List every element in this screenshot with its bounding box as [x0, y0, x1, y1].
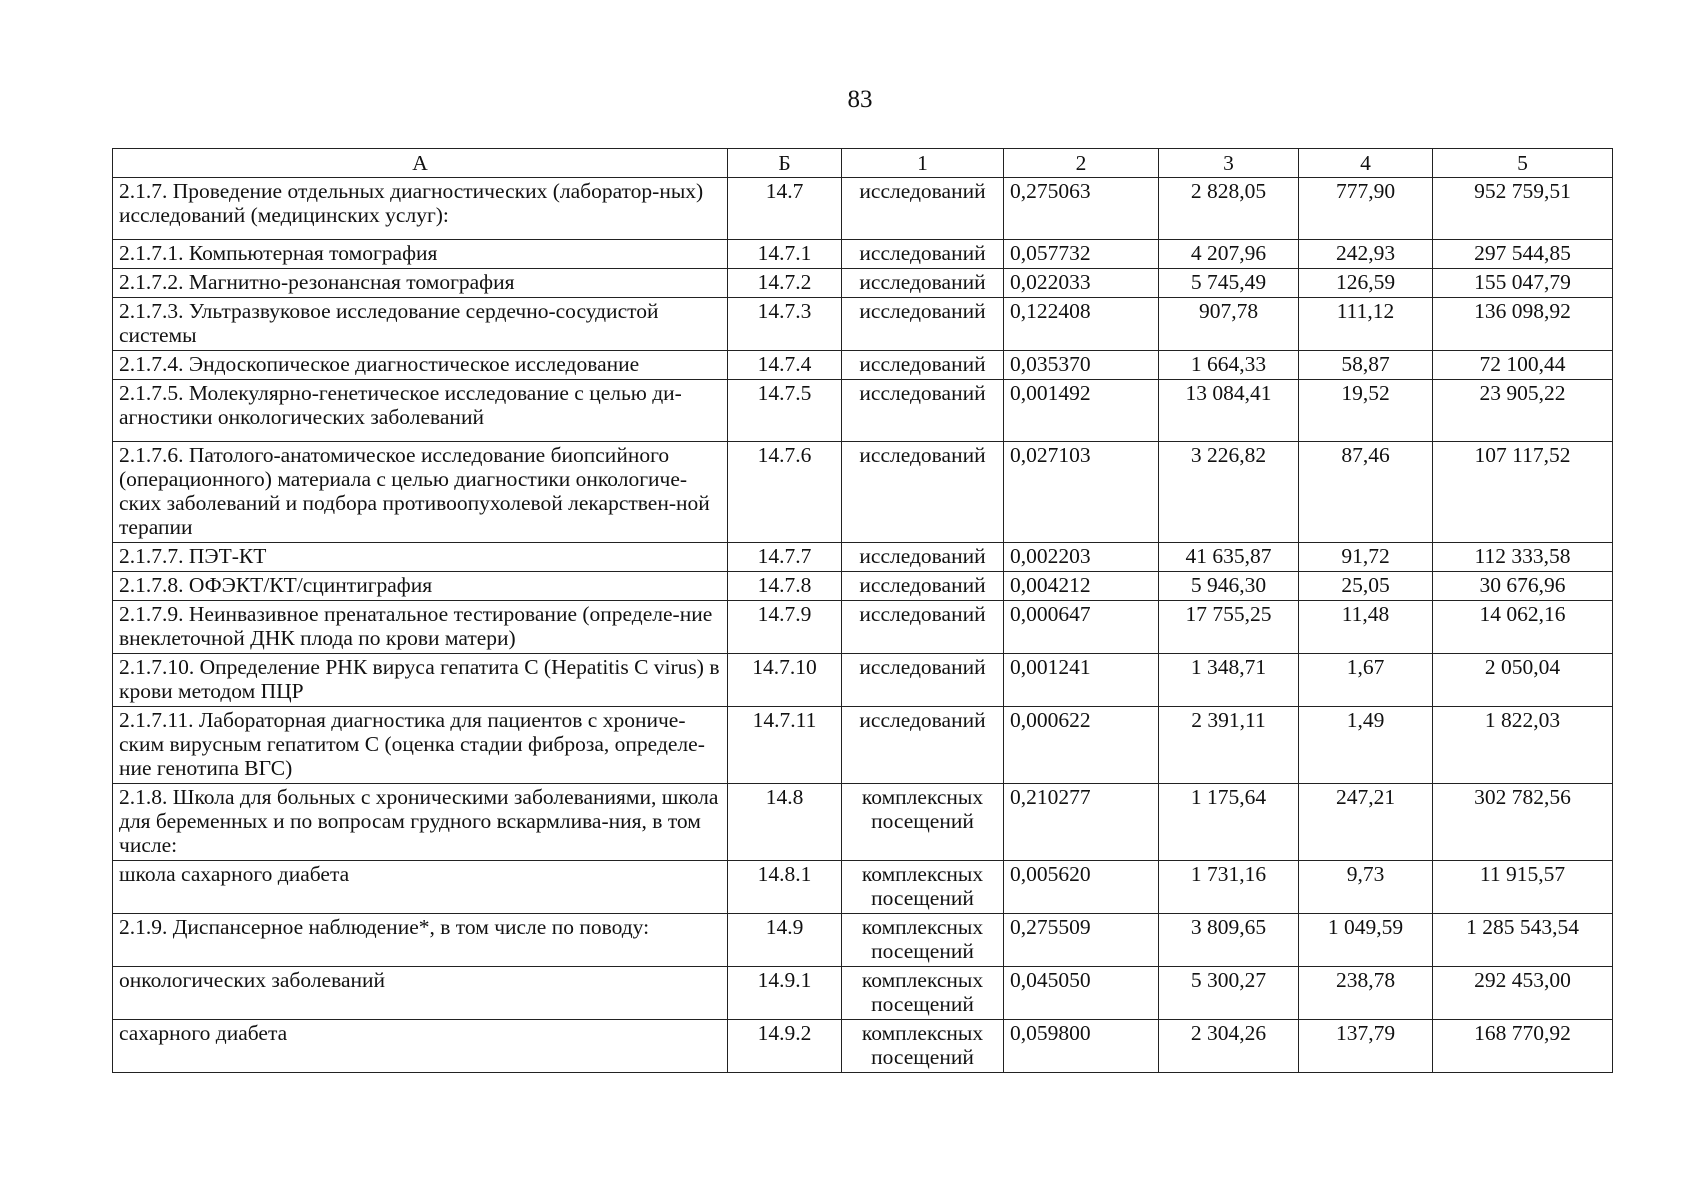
header-row — [113, 149, 1613, 178]
row-value-5: 72 100,44 — [1433, 351, 1613, 380]
row-code: 14.9.1 — [728, 967, 842, 1020]
row-value-4: 87,46 — [1299, 442, 1433, 543]
row-code: 14.7.3 — [728, 298, 842, 351]
row-value-5: 107 117,52 — [1433, 442, 1613, 543]
row-name: 2.1.8. Школа для больных с хроническими заболеваниями, школа для беременных и по вопросам грудного вскармлива-ния, в том числе: — [113, 784, 728, 861]
column-header: 4 — [1299, 149, 1433, 178]
row-value-5: 168 770,92 — [1433, 1020, 1613, 1073]
row-value-5: 23 905,22 — [1433, 380, 1613, 442]
row-unit: исследований — [842, 601, 1004, 654]
table-row — [113, 269, 1613, 298]
row-code: 14.7.1 — [728, 240, 842, 269]
row-unit: комплексных посещений — [842, 784, 1004, 861]
row-value-5: 1 822,03 — [1433, 707, 1613, 784]
row-unit: исследований — [842, 240, 1004, 269]
column-header: 3 — [1159, 149, 1299, 178]
row-value-2: 0,275509 — [1004, 914, 1159, 967]
row-value-3: 907,78 — [1159, 298, 1299, 351]
column-header: А — [113, 149, 728, 178]
row-value-3: 5 745,49 — [1159, 269, 1299, 298]
row-unit: комплексных посещений — [842, 967, 1004, 1020]
row-code: 14.8 — [728, 784, 842, 861]
row-value-2: 0,122408 — [1004, 298, 1159, 351]
row-unit: исследований — [842, 654, 1004, 707]
table-row — [113, 543, 1613, 572]
row-value-4: 19,52 — [1299, 380, 1433, 442]
row-name: онкологических заболеваний — [113, 967, 728, 1020]
row-unit: исследований — [842, 380, 1004, 442]
table-row — [113, 654, 1613, 707]
row-value-2: 0,001241 — [1004, 654, 1159, 707]
row-value-3: 1 664,33 — [1159, 351, 1299, 380]
row-name: 2.1.7.9. Неинвазивное пренатальное тестирование (определе-ние внеклеточной ДНК плода по крови матери) — [113, 601, 728, 654]
row-name: 2.1.7. Проведение отдельных диагностических (лаборатор-ных) исследований (медицинских услуг): — [113, 178, 728, 240]
row-value-5: 292 453,00 — [1433, 967, 1613, 1020]
table-row — [113, 707, 1613, 784]
row-value-3: 2 828,05 — [1159, 178, 1299, 240]
table-row — [113, 967, 1613, 1020]
row-name: 2.1.7.10. Определение РНК вируса гепатита С (Hepatitis С virus) в крови методом ПЦР — [113, 654, 728, 707]
row-name: 2.1.7.2. Магнитно-резонансная томография — [113, 269, 728, 298]
row-value-2: 0,000622 — [1004, 707, 1159, 784]
row-value-3: 4 207,96 — [1159, 240, 1299, 269]
row-name: 2.1.7.4. Эндоскопическое диагностическое исследование — [113, 351, 728, 380]
row-code: 14.7.2 — [728, 269, 842, 298]
row-code: 14.7.4 — [728, 351, 842, 380]
row-value-2: 0,001492 — [1004, 380, 1159, 442]
row-value-3: 1 731,16 — [1159, 861, 1299, 914]
row-value-5: 14 062,16 — [1433, 601, 1613, 654]
row-value-4: 11,48 — [1299, 601, 1433, 654]
row-value-3: 3 809,65 — [1159, 914, 1299, 967]
table-row — [113, 298, 1613, 351]
row-value-3: 41 635,87 — [1159, 543, 1299, 572]
table-row — [113, 380, 1613, 442]
row-value-3: 17 755,25 — [1159, 601, 1299, 654]
table-row — [113, 240, 1613, 269]
row-value-3: 1 175,64 — [1159, 784, 1299, 861]
row-unit: исследований — [842, 351, 1004, 380]
row-value-2: 0,022033 — [1004, 269, 1159, 298]
row-name: школа сахарного диабета — [113, 861, 728, 914]
table-row — [113, 351, 1613, 380]
row-unit: исследований — [842, 298, 1004, 351]
table-row — [113, 601, 1613, 654]
row-name: 2.1.7.5. Молекулярно-генетическое исследование с целью ди-агностики онкологических заболеваний — [113, 380, 728, 442]
row-value-2: 0,027103 — [1004, 442, 1159, 543]
row-value-2: 0,004212 — [1004, 572, 1159, 601]
row-value-4: 1,67 — [1299, 654, 1433, 707]
row-value-5: 952 759,51 — [1433, 178, 1613, 240]
row-value-2: 0,005620 — [1004, 861, 1159, 914]
row-value-4: 137,79 — [1299, 1020, 1433, 1073]
row-value-2: 0,210277 — [1004, 784, 1159, 861]
row-value-4: 1,49 — [1299, 707, 1433, 784]
row-value-5: 302 782,56 — [1433, 784, 1613, 861]
row-value-3: 3 226,82 — [1159, 442, 1299, 543]
table-row — [113, 914, 1613, 967]
row-value-4: 1 049,59 — [1299, 914, 1433, 967]
table-row — [113, 1020, 1613, 1073]
row-unit: комплексных посещений — [842, 861, 1004, 914]
table-row — [113, 178, 1613, 240]
page-number: 83 — [847, 86, 873, 113]
row-code: 14.7.6 — [728, 442, 842, 543]
table-row — [113, 784, 1613, 861]
row-unit: исследований — [842, 269, 1004, 298]
table-row — [113, 572, 1613, 601]
row-value-4: 91,72 — [1299, 543, 1433, 572]
row-name: 2.1.7.6. Патолого-анатомическое исследование биопсийного (операционного) материала с целью диагностики онкологиче-ских заболеваний и подбора противоопухолевой лекарствен-ной терапии — [113, 442, 728, 543]
row-name: 2.1.7.3. Ультразвуковое исследование сердечно-сосудистой системы — [113, 298, 728, 351]
row-name: сахарного диабета — [113, 1020, 728, 1073]
row-value-2: 0,000647 — [1004, 601, 1159, 654]
row-code: 14.7.8 — [728, 572, 842, 601]
row-name: 2.1.7.1. Компьютерная томография — [113, 240, 728, 269]
row-value-5: 297 544,85 — [1433, 240, 1613, 269]
row-value-4: 238,78 — [1299, 967, 1433, 1020]
row-value-4: 777,90 — [1299, 178, 1433, 240]
row-code: 14.8.1 — [728, 861, 842, 914]
row-name: 2.1.9. Диспансерное наблюдение*, в том числе по поводу: — [113, 914, 728, 967]
row-value-5: 155 047,79 — [1433, 269, 1613, 298]
row-value-2: 0,275063 — [1004, 178, 1159, 240]
row-value-4: 126,59 — [1299, 269, 1433, 298]
data-table — [112, 148, 1613, 1073]
row-value-3: 5 300,27 — [1159, 967, 1299, 1020]
row-unit: исследований — [842, 543, 1004, 572]
row-unit: исследований — [842, 572, 1004, 601]
row-value-3: 2 391,11 — [1159, 707, 1299, 784]
row-value-4: 58,87 — [1299, 351, 1433, 380]
row-unit: комплексных посещений — [842, 914, 1004, 967]
row-value-2: 0,002203 — [1004, 543, 1159, 572]
row-value-3: 1 348,71 — [1159, 654, 1299, 707]
row-value-4: 242,93 — [1299, 240, 1433, 269]
row-value-2: 0,057732 — [1004, 240, 1159, 269]
row-unit: комплексных посещений — [842, 1020, 1004, 1073]
column-header: 2 — [1004, 149, 1159, 178]
row-value-4: 247,21 — [1299, 784, 1433, 861]
column-header: Б — [728, 149, 842, 178]
row-value-5: 2 050,04 — [1433, 654, 1613, 707]
column-header: 5 — [1433, 149, 1613, 178]
row-unit: исследований — [842, 442, 1004, 543]
row-value-4: 25,05 — [1299, 572, 1433, 601]
row-value-5: 1 285 543,54 — [1433, 914, 1613, 967]
row-value-3: 2 304,26 — [1159, 1020, 1299, 1073]
row-code: 14.7.11 — [728, 707, 842, 784]
row-code: 14.9 — [728, 914, 842, 967]
row-code: 14.7.9 — [728, 601, 842, 654]
row-unit: исследований — [842, 178, 1004, 240]
row-unit: исследований — [842, 707, 1004, 784]
row-value-3: 5 946,30 — [1159, 572, 1299, 601]
row-name: 2.1.7.7. ПЭТ-КТ — [113, 543, 728, 572]
row-code: 14.7.5 — [728, 380, 842, 442]
row-value-2: 0,059800 — [1004, 1020, 1159, 1073]
row-name: 2.1.7.8. ОФЭКТ/КТ/сцинтиграфия — [113, 572, 728, 601]
row-name: 2.1.7.11. Лабораторная диагностика для пациентов с хрониче-ским вирусным гепатитом С (оценка стадии фиброза, определе-ние генотипа ВГС) — [113, 707, 728, 784]
row-value-5: 136 098,92 — [1433, 298, 1613, 351]
row-value-5: 11 915,57 — [1433, 861, 1613, 914]
row-code: 14.7.7 — [728, 543, 842, 572]
row-code: 14.7.10 — [728, 654, 842, 707]
row-value-2: 0,045050 — [1004, 967, 1159, 1020]
table-row — [113, 442, 1613, 543]
row-value-5: 112 333,58 — [1433, 543, 1613, 572]
row-code: 14.7 — [728, 178, 842, 240]
column-header: 1 — [842, 149, 1004, 178]
row-value-2: 0,035370 — [1004, 351, 1159, 380]
row-value-3: 13 084,41 — [1159, 380, 1299, 442]
table-row — [113, 861, 1613, 914]
row-value-5: 30 676,96 — [1433, 572, 1613, 601]
row-value-4: 9,73 — [1299, 861, 1433, 914]
row-value-4: 111,12 — [1299, 298, 1433, 351]
row-code: 14.9.2 — [728, 1020, 842, 1073]
